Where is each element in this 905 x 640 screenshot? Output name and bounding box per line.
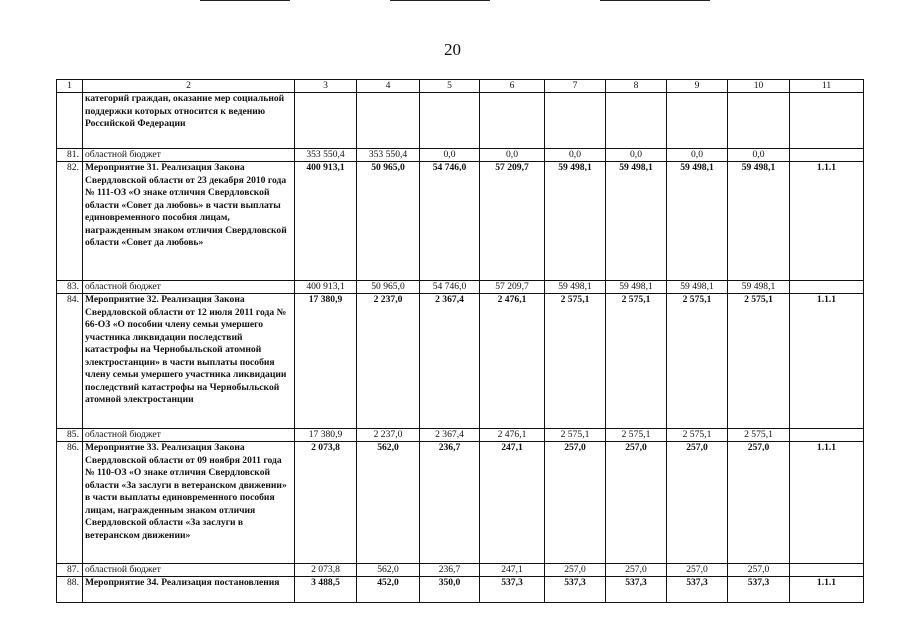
column-header: 2 bbox=[83, 80, 295, 93]
top-rule-center bbox=[390, 0, 490, 1]
value-cell: 0,0 bbox=[420, 149, 480, 162]
value-cell: 2 476,1 bbox=[480, 429, 545, 442]
column-header: 11 bbox=[790, 80, 864, 93]
value-cell: 59 498,1 bbox=[606, 281, 667, 294]
column-header: 1 bbox=[57, 80, 83, 93]
value-cell: 2 073,8 bbox=[295, 564, 357, 577]
value-cell: 257,0 bbox=[606, 564, 667, 577]
value-cell: 257,0 bbox=[545, 564, 606, 577]
description-cell: Мероприятие 33. Реализация Закона Свердловской области от 09 ноября 2011 года № 110-ОЗ «О знаке отличия Свердловской области «За заслуги в ветеранском движении» в части выплаты единовременного пособия лицам, награжденным знаком отличия Свердловской области «За заслуги в ветеранском движении» bbox=[83, 442, 295, 564]
row-number-cell: 86. bbox=[57, 442, 83, 564]
description-cell: областной бюджет bbox=[83, 281, 295, 294]
value-cell: 247,1 bbox=[480, 564, 545, 577]
value-cell: 537,3 bbox=[606, 577, 667, 603]
target-code-cell bbox=[790, 93, 864, 149]
top-rule-right bbox=[600, 0, 710, 1]
row-number-cell: 84. bbox=[57, 294, 83, 429]
value-cell: 0,0 bbox=[545, 149, 606, 162]
value-cell: 50 965,0 bbox=[357, 162, 420, 281]
row-number-cell bbox=[57, 93, 83, 149]
value-cell: 54 746,0 bbox=[420, 281, 480, 294]
value-cell: 0,0 bbox=[667, 149, 728, 162]
column-header: 6 bbox=[480, 80, 545, 93]
value-cell: 2 237,0 bbox=[357, 429, 420, 442]
description-cell: Мероприятие 32. Реализация Закона Свердловской области от 12 июля 2011 года № 66-ОЗ «О пособии члену семьи умершего участника ликвидации последствий катастрофы на Чернобыльской атомной электростанции» в части выплаты пособия члену семьи умершего участника ликвидации последствий катастрофы на Чернобыльской атомной электростанции bbox=[83, 294, 295, 429]
table-header-row bbox=[57, 80, 864, 93]
value-cell: 2 575,1 bbox=[606, 429, 667, 442]
value-cell: 0,0 bbox=[606, 149, 667, 162]
value-cell: 59 498,1 bbox=[545, 281, 606, 294]
value-cell: 236,7 bbox=[420, 442, 480, 564]
value-cell: 236,7 bbox=[420, 564, 480, 577]
target-code-cell bbox=[790, 564, 864, 577]
value-cell: 257,0 bbox=[667, 442, 728, 564]
value-cell bbox=[480, 93, 545, 149]
value-cell: 59 498,1 bbox=[728, 162, 790, 281]
table-row bbox=[57, 281, 864, 294]
value-cell: 400 913,1 bbox=[295, 281, 357, 294]
value-cell: 0,0 bbox=[480, 149, 545, 162]
target-code-cell bbox=[790, 429, 864, 442]
table-row bbox=[57, 149, 864, 162]
table-row bbox=[57, 162, 864, 281]
top-rule-left bbox=[200, 0, 290, 1]
value-cell: 59 498,1 bbox=[606, 162, 667, 281]
value-cell: 57 209,7 bbox=[480, 281, 545, 294]
value-cell: 353 550,4 bbox=[357, 149, 420, 162]
table-row bbox=[57, 294, 864, 429]
value-cell: 2 367,4 bbox=[420, 294, 480, 429]
value-cell: 2 367,4 bbox=[420, 429, 480, 442]
value-cell: 17 380,9 bbox=[295, 429, 357, 442]
description-cell: категорий граждан, оказание мер социальной поддержки которых относится к ведению Российской Федерации bbox=[83, 93, 295, 149]
value-cell: 2 575,1 bbox=[606, 294, 667, 429]
value-cell: 353 550,4 bbox=[295, 149, 357, 162]
column-header: 9 bbox=[667, 80, 728, 93]
value-cell: 257,0 bbox=[545, 442, 606, 564]
value-cell: 2 476,1 bbox=[480, 294, 545, 429]
row-number-cell: 82. bbox=[57, 162, 83, 281]
value-cell: 350,0 bbox=[420, 577, 480, 603]
value-cell: 50 965,0 bbox=[357, 281, 420, 294]
value-cell: 537,3 bbox=[545, 577, 606, 603]
column-header: 5 bbox=[420, 80, 480, 93]
value-cell: 2 237,0 bbox=[357, 294, 420, 429]
value-cell: 400 913,1 bbox=[295, 162, 357, 281]
description-cell: областной бюджет bbox=[83, 429, 295, 442]
row-number-cell: 83. bbox=[57, 281, 83, 294]
value-cell: 59 498,1 bbox=[667, 162, 728, 281]
row-number-cell: 88. bbox=[57, 577, 83, 603]
budget-table bbox=[56, 79, 864, 603]
value-cell: 17 380,9 bbox=[295, 294, 357, 429]
target-code-cell bbox=[790, 149, 864, 162]
column-header: 7 bbox=[545, 80, 606, 93]
page-number: 20 bbox=[444, 40, 461, 59]
value-cell bbox=[420, 93, 480, 149]
value-cell: 247,1 bbox=[480, 442, 545, 564]
value-cell bbox=[728, 93, 790, 149]
table-row bbox=[57, 577, 864, 603]
value-cell: 537,3 bbox=[728, 577, 790, 603]
target-code-cell: 1.1.1 bbox=[790, 162, 864, 281]
value-cell bbox=[357, 93, 420, 149]
value-cell bbox=[606, 93, 667, 149]
value-cell: 562,0 bbox=[357, 442, 420, 564]
value-cell: 2 073,8 bbox=[295, 442, 357, 564]
value-cell: 2 575,1 bbox=[545, 294, 606, 429]
value-cell: 257,0 bbox=[728, 564, 790, 577]
table-row bbox=[57, 442, 864, 564]
value-cell: 0,0 bbox=[728, 149, 790, 162]
value-cell: 2 575,1 bbox=[667, 429, 728, 442]
value-cell: 54 746,0 bbox=[420, 162, 480, 281]
value-cell: 2 575,1 bbox=[545, 429, 606, 442]
value-cell: 537,3 bbox=[480, 577, 545, 603]
column-header: 4 bbox=[357, 80, 420, 93]
value-cell: 59 498,1 bbox=[667, 281, 728, 294]
value-cell: 452,0 bbox=[357, 577, 420, 603]
column-header: 10 bbox=[728, 80, 790, 93]
row-number-cell: 81. bbox=[57, 149, 83, 162]
target-code-cell: 1.1.1 bbox=[790, 294, 864, 429]
column-header: 3 bbox=[295, 80, 357, 93]
value-cell: 2 575,1 bbox=[728, 429, 790, 442]
table-row bbox=[57, 564, 864, 577]
description-cell: областной бюджет bbox=[83, 564, 295, 577]
value-cell: 2 575,1 bbox=[728, 294, 790, 429]
value-cell: 537,3 bbox=[667, 577, 728, 603]
value-cell: 257,0 bbox=[606, 442, 667, 564]
row-number-cell: 87. bbox=[57, 564, 83, 577]
value-cell: 59 498,1 bbox=[728, 281, 790, 294]
value-cell: 57 209,7 bbox=[480, 162, 545, 281]
table-row bbox=[57, 429, 864, 442]
description-cell: Мероприятие 31. Реализация Закона Свердловской области от 23 декабря 2010 года № 111-ОЗ «О знаке отличия Свердловской области «Совет да любовь» в части выплаты единовременного пособия лицам, награжденным знаком отличия Свердловской области «Совет да любовь» bbox=[83, 162, 295, 281]
table-row bbox=[57, 93, 864, 149]
value-cell bbox=[667, 93, 728, 149]
target-code-cell: 1.1.1 bbox=[790, 577, 864, 603]
target-code-cell bbox=[790, 281, 864, 294]
column-header: 8 bbox=[606, 80, 667, 93]
value-cell: 562,0 bbox=[357, 564, 420, 577]
value-cell: 2 575,1 bbox=[667, 294, 728, 429]
target-code-cell: 1.1.1 bbox=[790, 442, 864, 564]
value-cell bbox=[295, 93, 357, 149]
description-cell: областной бюджет bbox=[83, 149, 295, 162]
value-cell: 257,0 bbox=[728, 442, 790, 564]
value-cell bbox=[545, 93, 606, 149]
description-cell: Мероприятие 34. Реализация постановления bbox=[83, 577, 295, 603]
value-cell: 59 498,1 bbox=[545, 162, 606, 281]
value-cell: 257,0 bbox=[667, 564, 728, 577]
value-cell: 3 488,5 bbox=[295, 577, 357, 603]
row-number-cell: 85. bbox=[57, 429, 83, 442]
